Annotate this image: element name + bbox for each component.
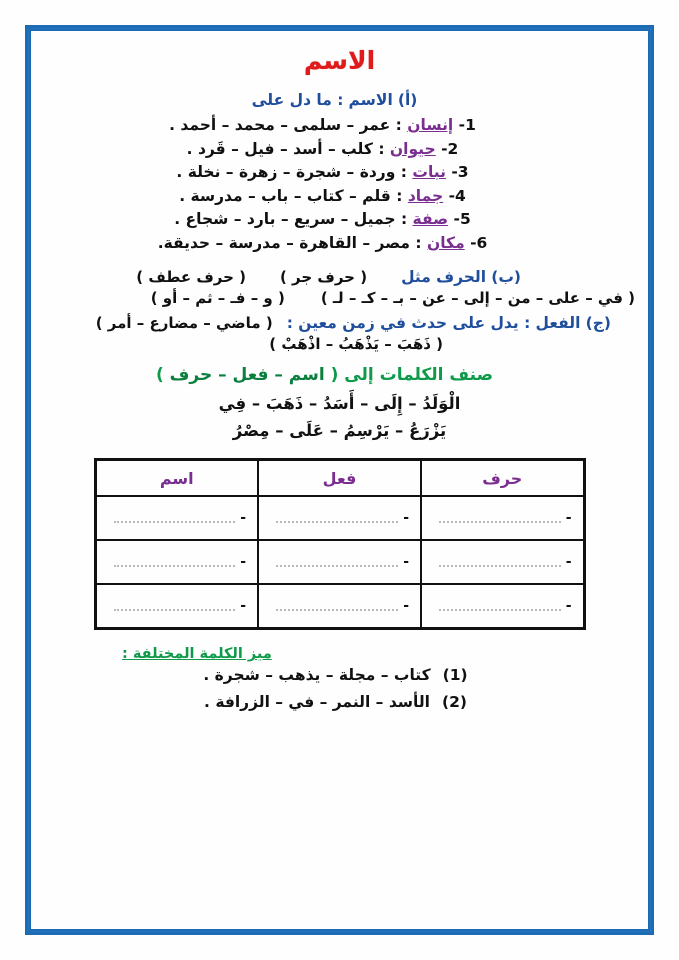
- answer-cell-fiil-3[interactable]: [258, 584, 421, 629]
- list-item: [40, 114, 639, 138]
- cell-dash: -: [240, 510, 246, 527]
- answer-dotted-line[interactable]: [439, 599, 561, 611]
- particle-tag-atf: ( حرف عطف ): [136, 267, 246, 286]
- answer-dotted-line[interactable]: [276, 555, 398, 567]
- item-index: 2-: [441, 139, 459, 158]
- classify-table: [94, 458, 586, 630]
- verb-types: ( ماضي – مضارع – أمر ): [95, 313, 273, 332]
- section-particle-mathal: مثل: [401, 267, 431, 286]
- table-row: [95, 584, 584, 629]
- table-row: [95, 540, 584, 584]
- item-examples: مصر – القاهرة – مدرسة – حديقة.: [157, 233, 410, 252]
- particle-examples-row: [40, 289, 639, 307]
- list-item: [40, 185, 639, 209]
- section-noun-label: (أ): [397, 91, 418, 109]
- item-index: 4-: [448, 186, 466, 205]
- verb-examples-row: [40, 335, 639, 353]
- section-verb-definition: : يدل على حدث في زمن معين :: [286, 313, 531, 332]
- question-number: (2): [441, 692, 467, 711]
- answer-dotted-line[interactable]: [439, 511, 561, 523]
- item-colon: :: [396, 186, 403, 205]
- list-item: [40, 232, 639, 256]
- section-verb-heading: [40, 312, 639, 335]
- section-verb-title: [287, 312, 611, 335]
- noun-examples-list: [40, 114, 639, 255]
- section-verb-label: (ج): [585, 313, 611, 332]
- answer-cell-harf-1[interactable]: [421, 496, 584, 540]
- answer-cell-harf-2[interactable]: [421, 540, 584, 584]
- cell-dash: -: [403, 554, 409, 571]
- list-item: [40, 161, 639, 185]
- answer-cell-ism-3[interactable]: [95, 584, 258, 629]
- section-verb-keyword: الفعل: [535, 313, 581, 332]
- worksheet-content: [40, 36, 639, 926]
- cell-dash: -: [565, 554, 572, 571]
- item-category: مكان: [427, 233, 465, 252]
- item-examples: قلم – كتاب – باب – مدرسة .: [179, 186, 391, 205]
- verb-examples: ( ذَهَبَ – يَذْهَبُ – اذْهَبْ ): [269, 335, 443, 354]
- classify-instruction: [40, 365, 639, 385]
- section-noun-heading: [40, 89, 639, 112]
- section-particle-heading: [40, 266, 639, 289]
- item-examples: جميل – سريع – بارد – شجاع .: [174, 210, 396, 229]
- section-particle-title: [401, 266, 521, 289]
- item-colon: :: [400, 210, 408, 229]
- answer-cell-fiil-1[interactable]: [258, 496, 421, 540]
- answer-dotted-line[interactable]: [276, 599, 398, 611]
- cell-dash: -: [403, 510, 409, 527]
- cell-dash: -: [240, 598, 246, 615]
- cell-dash: -: [565, 510, 572, 527]
- odd-one-out-question-2: [40, 689, 639, 715]
- cell-dash: -: [403, 598, 409, 615]
- classify-word-line-2: يَزْرَعُ – يَرْسِمُ – عَلَى – مِصْرُ: [232, 420, 447, 440]
- table-row: [95, 496, 584, 540]
- item-category: إنسان: [407, 116, 454, 135]
- column-header-fiil: فعل: [258, 460, 421, 497]
- item-category: نبات: [412, 163, 446, 182]
- classify-instruction-words: اسم – فعل – حرف: [169, 365, 325, 386]
- answer-cell-ism-1[interactable]: [95, 496, 258, 540]
- section-noun-definition: : ما دل على: [251, 91, 344, 109]
- item-examples: عمر – سلمى – محمد – أحمد .: [169, 116, 391, 135]
- column-header-harf: حرف: [421, 460, 584, 497]
- column-header-ism: اسم: [95, 460, 258, 497]
- answer-cell-harf-3[interactable]: [421, 584, 584, 629]
- answer-dotted-line[interactable]: [114, 555, 236, 567]
- item-category: حيوان: [389, 139, 436, 158]
- item-index: 5-: [453, 210, 471, 229]
- item-index: 3-: [451, 163, 469, 182]
- odd-one-out-heading: ميز الكلمة المختلفة :: [122, 646, 272, 663]
- item-examples: كلب – أسد – فيل – قَرد .: [186, 139, 373, 158]
- cell-dash: -: [565, 598, 572, 615]
- page-title: الاسم: [303, 46, 376, 75]
- particle-examples-atf: ( و – فـ – ثم – أو ): [150, 288, 285, 307]
- particle-examples-jar: ( في – على – من – إلى – عن – بـ – كـ – لـ ): [320, 288, 635, 307]
- item-colon: :: [415, 233, 422, 252]
- answer-dotted-line[interactable]: [439, 555, 561, 567]
- answer-dotted-line[interactable]: [114, 599, 236, 611]
- item-colon: :: [378, 139, 385, 158]
- item-category: صفة: [412, 210, 449, 229]
- answer-dotted-line[interactable]: [114, 511, 236, 523]
- question-text: الأسد – النمر – في – الزرافة .: [204, 692, 430, 711]
- answer-dotted-line[interactable]: [276, 511, 398, 523]
- classify-table-wrapper: [94, 458, 586, 630]
- section-noun: [40, 89, 639, 256]
- item-colon: :: [395, 116, 402, 135]
- section-noun-keyword: الاسم: [348, 91, 393, 109]
- odd-one-out-exercise: [40, 646, 639, 715]
- section-particle-label: (ب): [491, 267, 521, 286]
- classify-instruction-start: صنف الكلمات إلى (: [330, 365, 494, 386]
- question-text: كتاب – مجلة – يذهب – شجرة .: [203, 666, 431, 685]
- item-colon: :: [400, 163, 407, 182]
- list-item: [40, 138, 639, 162]
- item-examples: وردة – شجرة – زهرة – نخلة .: [176, 163, 396, 182]
- table-header-row: [95, 460, 584, 497]
- odd-one-out-question-1: [40, 662, 639, 688]
- question-number: (1): [442, 666, 468, 685]
- answer-cell-fiil-2[interactable]: [258, 540, 421, 584]
- classify-word-line-1: الْوَلَدُ – إِلَى – أَسَدُ – ذَهَبَ – فِي: [218, 394, 461, 414]
- particle-tag-jar: ( حرف جر ): [279, 267, 368, 286]
- section-verb: [40, 312, 639, 353]
- section-particle: [40, 266, 639, 307]
- section-particle-keyword: الحرف: [436, 267, 487, 286]
- item-index: 6-: [470, 233, 488, 252]
- classify-instruction-end: ): [155, 365, 164, 386]
- list-item: [40, 208, 639, 232]
- item-category: جماد: [407, 186, 444, 205]
- item-index: 1-: [458, 116, 476, 135]
- cell-dash: -: [240, 554, 246, 571]
- answer-cell-ism-2[interactable]: [95, 540, 258, 584]
